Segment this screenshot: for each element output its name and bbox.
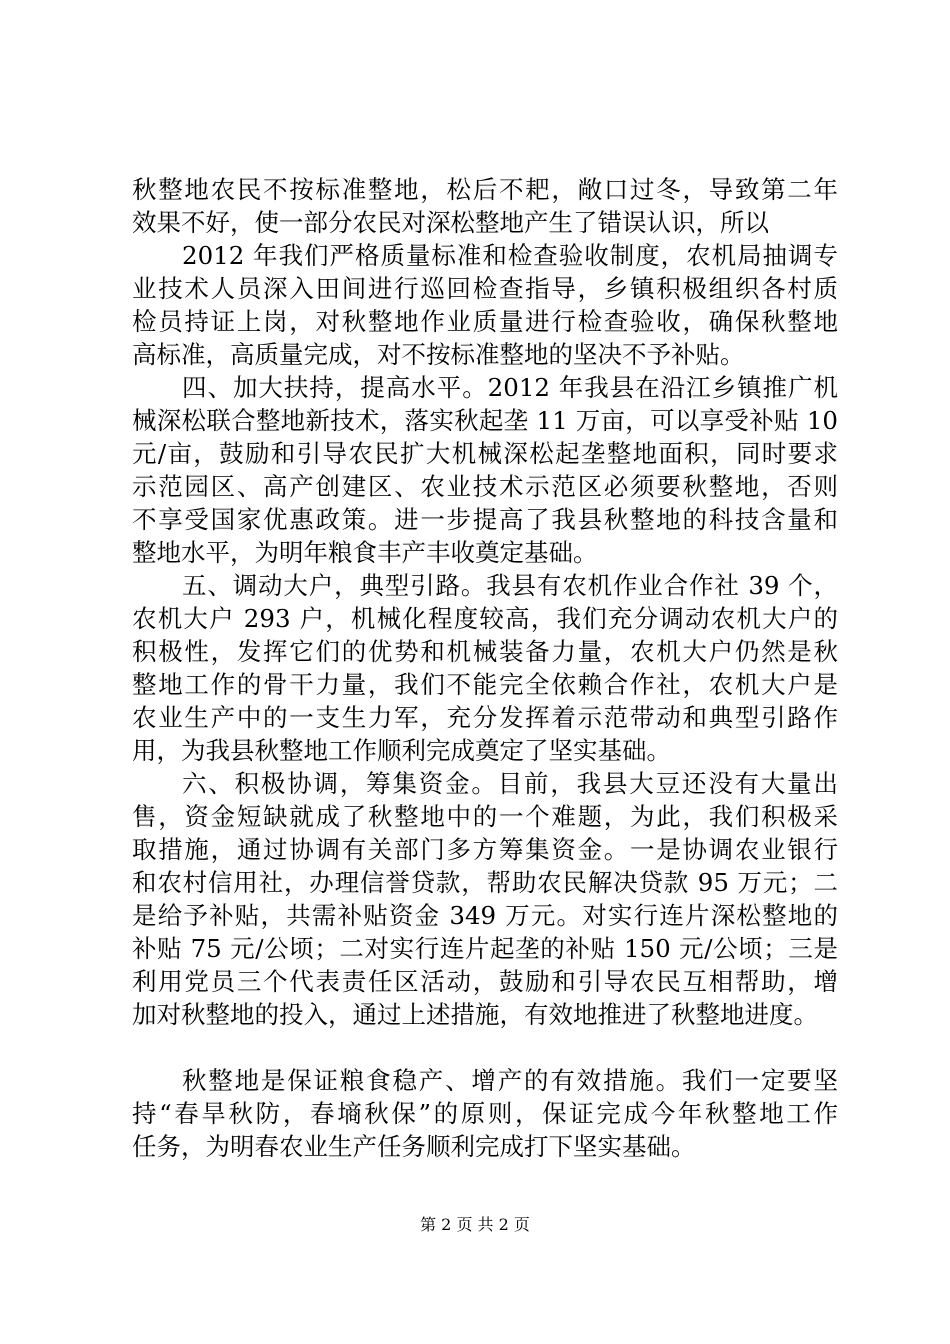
paragraph [132,371,838,569]
text-line: 秋整地农民不按标准整地，松后不耙，敞口过冬，导致第二年 [132,175,838,204]
text-line: 补贴 75 元/公顷；二对实行连片起垄的补贴 150 元/公顷；三是 [132,934,838,963]
text-line: 2012 年我们严格质量标准和检查验收制度，农机局抽调专 [182,241,838,270]
text-line: 积极性，发挥它们的优势和机械装备力量，农机大户仍然是秋 [132,637,838,666]
text-line: 售，资金短缺就成了秋整地中的一个难题，为此，我们积极采 [132,802,838,831]
page-footer: 第 2 页 共 2 页 [420,1215,530,1234]
text-line: 高标准，高质量完成，对不按标准整地的坚决不予补贴。 [132,340,745,369]
text-line: 六、积极协调，筹集资金。目前，我县大豆还没有大量出 [182,769,838,798]
text-line: 加对秋整地的投入，通过上述措施，有效地推进了秋整地进度。 [132,1000,818,1029]
paragraph [132,767,838,1031]
text-line: 农机大户 293 户，机械化程度较高，我们充分调动农机大户的 [132,604,838,633]
text-line: 和农村信用社，办理信誉贷款，帮助农民解决贷款 95 万元；二 [132,868,838,897]
text-line: 五、调动大户，典型引路。我县有农机作业合作社 39 个， [182,571,838,600]
text-line: 农业生产中的一支生力军，充分发挥着示范带动和典型引路作 [132,703,838,732]
document-body [132,173,838,1163]
text-line: 利用党员三个代表责任区活动，鼓励和引导农民互相帮助，增 [132,967,838,996]
paragraph [132,1064,838,1163]
text-line: 整地工作的骨干力量，我们不能完全依赖合作社，农机大户是 [132,670,838,699]
text-line: 四、加大扶持，提高水平。2012 年我县在沿江乡镇推广机 [182,373,838,402]
text-line: 整地水平，为明年粮食丰产丰收奠定基础。 [132,538,598,567]
text-line: 业技术人员深入田间进行巡回检查指导，乡镇积极组织各村质 [132,274,838,303]
text-line: 持“春旱秋防，春墒秋保”的原则，保证完成今年秋整地工作 [132,1099,838,1128]
text-line: 不享受国家优惠政策。进一步提高了我县秋整地的科技含量和 [132,505,838,534]
text-line: 取措施，通过协调有关部门多方筹集资金。一是协调农业银行 [132,835,838,864]
text-line: 示范园区、高产创建区、农业技术示范区必须要秋整地，否则 [132,472,838,501]
paragraph [132,569,838,767]
text-line: 检员持证上岗，对秋整地作业质量进行检查验收，确保秋整地 [132,307,838,336]
text-line: 秋整地是保证粮食稳产、增产的有效措施。我们一定要坚 [182,1066,838,1095]
paragraph [132,173,838,239]
paragraph-spacer [132,1031,838,1064]
text-line: 元/亩，鼓励和引导农民扩大机械深松起垄整地面积，同时要求 [132,439,838,468]
text-line: 任务，为明春农业生产任务顺利完成打下坚实基础。 [132,1132,696,1161]
text-line: 械深松联合整地新技术，落实秋起垄 11 万亩，可以享受补贴 10 [132,406,838,435]
text-line: 是给予补贴，共需补贴资金 349 万元。对实行连片深松整地的 [132,901,838,930]
text-line: 用，为我县秋整地工作顺利完成奠定了坚实基础。 [132,736,671,765]
text-line: 效果不好，使一部分农民对深松整地产生了错误认识，所以 [132,208,769,237]
paragraph [132,239,838,371]
